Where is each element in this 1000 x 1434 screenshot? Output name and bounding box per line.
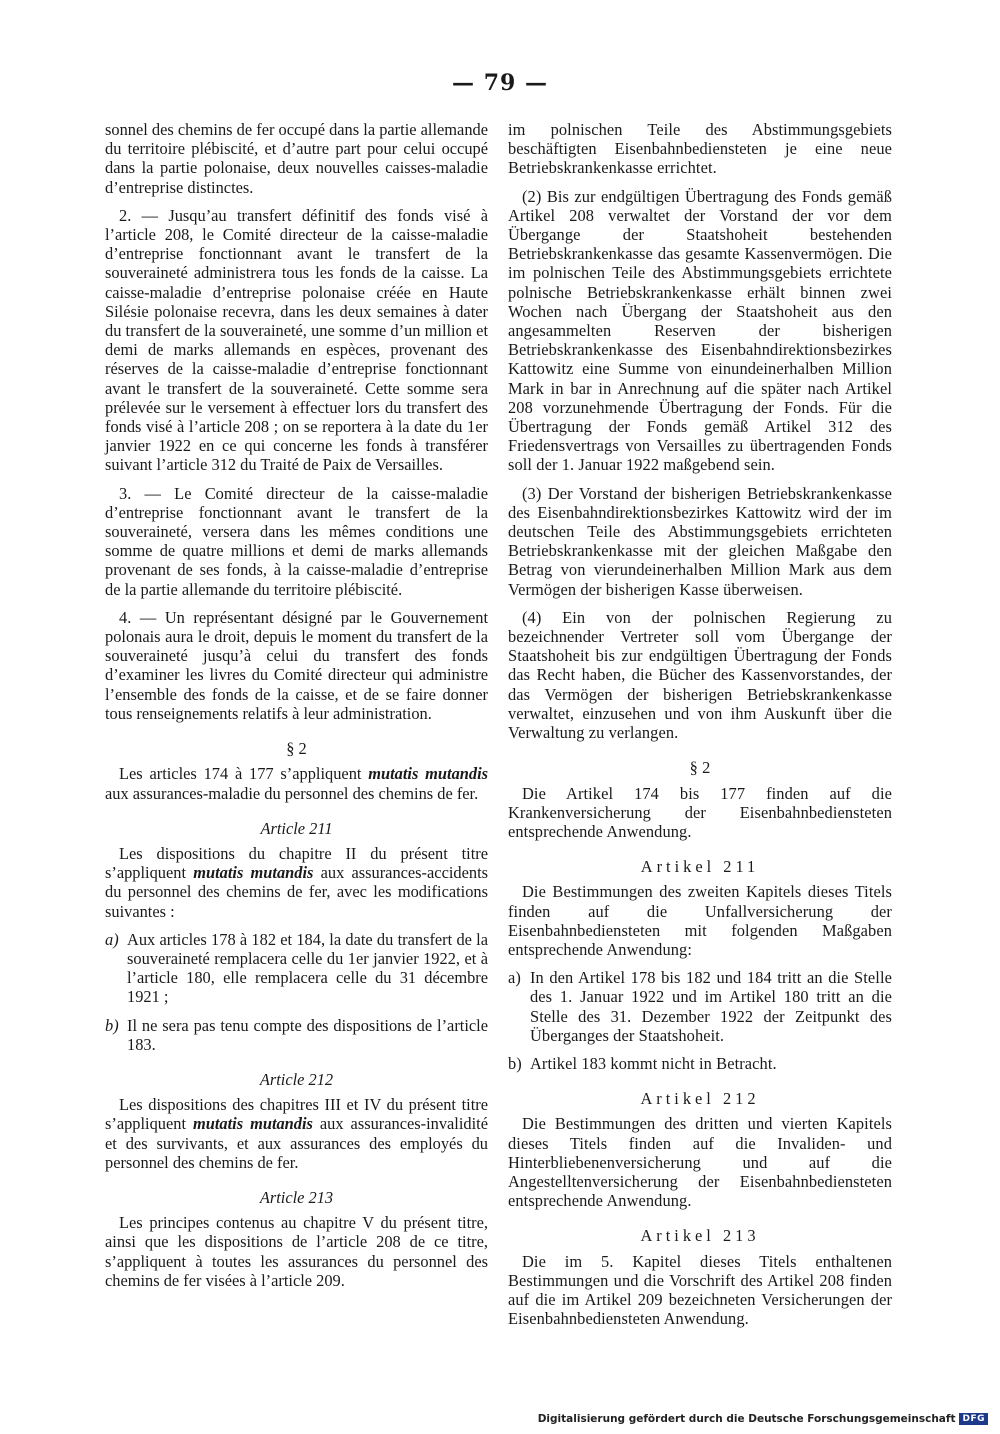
digitization-footer xyxy=(538,1413,988,1425)
de-article-211-heading: Artikel 211 xyxy=(640,857,760,877)
de-paragraph-3: (3) Der Vorstand der bisherigen Betriebskrankenkasse des Eisenbahndirektionsbezirkes Kattowitz wird der im deutschen Teile des Abstimmungsgebiets errichteten Betriebskrankenkasse mit der gleichen Maßgabe den Betrag von vierundeinerhalben Million Mark aus dem Vermögen der bisherigen Kasse überweisen. xyxy=(508,483,892,599)
fr-paragraph-3: 3. — Le Comité directeur de la caisse-maladie d’entreprise fonctionnant avant le transfert de la souveraineté, versera dans les mêmes conditions une somme de quatre millions et demi de marks allemands provenant de ses fonds, à la caisse-maladie d’entreprise de la partie allemande du territoire plébiscité. xyxy=(105,483,488,599)
fr-article-213-heading: Article 213 xyxy=(259,1187,334,1207)
fr-article-212-heading: Article 212 xyxy=(259,1069,334,1089)
de-intro-paragraph: im polnischen Teile des Abstimmungsgebiets beschäftigten Eisenbahnbediensteten je eine neue Betriebskrankenkasse errichtet. xyxy=(508,120,892,178)
fr-intro-paragraph: sonnel des chemins de fer occupé dans la partie allemande du territoire plébiscité, et d’autre part pour celui occupé dans la partie polonaise, deux nouvelles caisses-maladie d’entreprise distinctes. xyxy=(105,120,488,197)
de-article-213-text: Die im 5. Kapitel dieses Titels enthaltenen Bestimmungen und die Vorschrift des Artikel 208 finden auf die im Artikel 209 bezeichneten Versicherungen der Eisenbahnbediensteten Anwendung. xyxy=(508,1251,892,1329)
fr-article-212-text: Les dispositions des chapitres III et IV du présent titre s’appliquent mutatis mutandis aux assurances-invalidité et des survivants, et aux assurances des employés du personnel des chemins de fer. xyxy=(105,1095,488,1172)
french-column xyxy=(105,120,488,1299)
de-section-2-text: Die Artikel 174 bis 177 finden auf die Krankenversicherung der Eisenbahnbediensteten entsprechende Anwendung. xyxy=(508,783,892,841)
de-article-213-heading: Artikel 213 xyxy=(640,1226,760,1246)
de-article-211-text: Die Bestimmungen des zweiten Kapitels dieses Titels finden auf die Unfallversicherung der Eisenbahnbediensteten mit folgenden Maßgaben entsprechende Anwendung: xyxy=(508,882,892,959)
de-article-211-item-b: b) Artikel 183 kommt nicht in Betracht. xyxy=(508,1053,777,1073)
de-section-2-heading: § 2 xyxy=(689,758,711,778)
fr-article-211-item-a: a) Aux articles 178 à 182 et 184, la date du transfert de la souveraineté remplacera celle du 1er janvier 1922, et à l’article 180, elle remplacera celle du 31 décembre 1921 ; xyxy=(105,929,488,1007)
footer-credit-text: Digitalisierung gefördert durch die Deutsche Forschungsgemeinschaft xyxy=(537,1413,956,1425)
fr-article-211-heading: Article 211 xyxy=(260,818,333,838)
dfg-logo-icon: DFG xyxy=(959,1413,988,1425)
de-article-212-heading: Artikel 212 xyxy=(640,1089,760,1109)
de-paragraph-2: (2) Bis zur endgültigen Übertragung des Fonds gemäß Artikel 208 verwaltet der Vorstand der vor dem Übergange der Staatshoheit bestehenden Betriebskrankenkasse das gesamte Kassenvermögen. Die im polnischen Teile des Abstimmungsgebiets errichtete polnische Betriebskrankenkasse erhält binnen zwei Wochen nach Übergang der Staatshoheit aus den angesammelten Reserven der bisherigen Betriebskrankenkasse des Eisenbahndirektionsbezirkes Kattowitz eine Summe von einundeinerhalben Million Mark in bar in Anrechnung auf die später nach Artikel 208 vorzunehmende Übertragung der Fonds. Für die Übertragung der Fonds gemäß Artikel 312 des Friedensvertrags von Versailles zu übertragenden Fonds soll der 1. Januar 1922 maßgebend sein. xyxy=(508,186,892,475)
fr-section-2-text: Les articles 174 à 177 s’appliquent mutatis mutandis aux assurances-maladie du personnel des chemins de fer. xyxy=(105,764,489,803)
page-number: — 79 — xyxy=(452,70,548,96)
fr-paragraph-4: 4. — Un représentant désigné par le Gouvernement polonais aura le droit, depuis le moment du transfert de la souveraineté jusqu’à celui du transfert des fonds d’examiner les livres du Comité directeur qui administre l’ensemble des fonds de la caisse, et de se faire donner tous renseignements relatifs à leur administration. xyxy=(105,607,488,723)
fr-article-213-text: Les principes contenus au chapitre V du présent titre, ainsi que les dispositions de l’article 208 de ce titre, s’appliquent à toutes les assurances du personnel des chemins de fer visées à l’article 209. xyxy=(105,1213,488,1290)
de-article-212-text: Die Bestimmungen des dritten und vierten Kapitels dieses Titels finden auf die Invaliden- und Hinterbliebenenversicherung und auf die Angestelltenversicherung der Eisenbahnbediensteten entsprechende Anwendung. xyxy=(508,1114,892,1211)
german-column xyxy=(508,120,892,1337)
fr-paragraph-2: 2. — Jusqu’au transfert définitif des fonds visé à l’article 208, le Comité directeur de la caisse-maladie d’entreprise fonctionnant avant le transfert de la souveraineté administrera tous les fonds de la caisse. La caisse-maladie d’entreprise polonaise créée en Haute Silésie polonaise recevra, dans les deux semaines à dater du transfert de la souveraineté, une somme d’un million et demi de marks allemands en espèces, provenant des réserves de la caisse-maladie d’entreprise fonctionnant avant le transfert de la souveraineté. Cette somme sera prélevée sur le versement à effectuer lors du transfert des fonds visé à l’article 208 ; on se reportera à la date du 1er janvier 1922 en ce qui concerne les fonds à transférer suivant l’article 312 du Traité de Paix de Versailles. xyxy=(105,205,488,475)
de-article-211-item-a: a) In den Artikel 178 bis 182 und 184 tritt an die Stelle des 1. Januar 1922 und im Artikel 180 tritt an die Stelle des 31. Dezember 1922 der Zeitpunkt des Überganges der Staatshoheit. xyxy=(508,968,892,1045)
fr-section-2-heading: § 2 xyxy=(286,739,307,759)
fr-article-211-text: Les dispositions du chapitre II du présent titre s’appliquent mutatis mutandis aux assurances-accidents du personnel des chemins de fer, avec les modifications suivantes : xyxy=(105,843,488,921)
fr-article-211-item-b: b) Il ne sera pas tenu compte des dispositions de l’article 183. xyxy=(105,1015,488,1054)
de-paragraph-4: (4) Ein von der polnischen Regierung zu bezeichnender Vertreter soll vom Übergange der Staatshoheit bis zur endgültigen Übertragung der Fonds das Recht haben, die Bücher des Kassenvorstandes, der das Vermögen der bisherigen Betriebskrankenkasse verwaltet, einzusehen und von ihm Auskunft über die Verwaltung zu verlangen. xyxy=(508,607,892,743)
